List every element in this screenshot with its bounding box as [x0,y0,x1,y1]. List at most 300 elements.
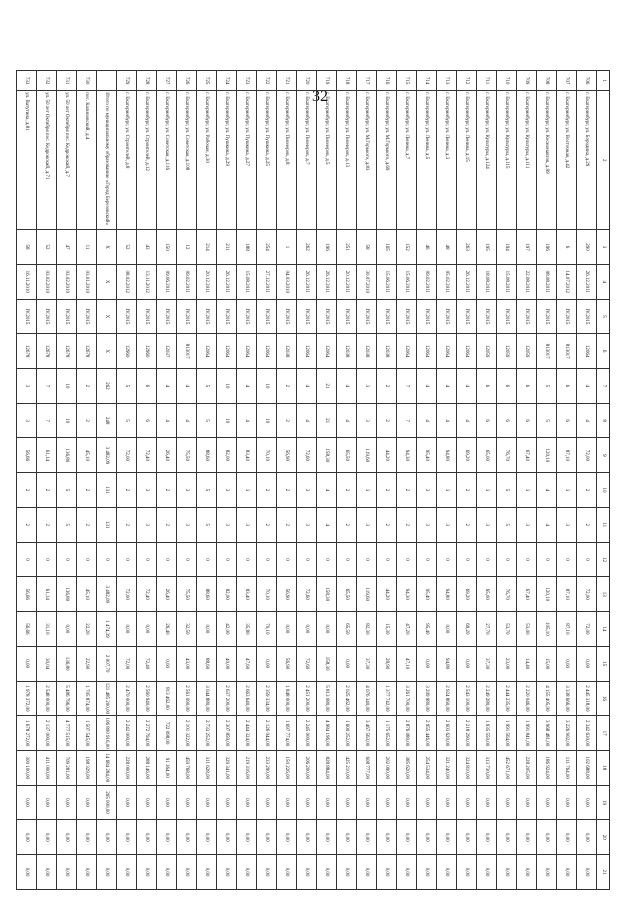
address-cell: г. Екатеринбург, ул. М.Горького, д.69 [377,91,397,230]
table-cell: 1 377 742,00 [377,681,397,716]
table-cell: 0,00 [237,785,257,820]
table-cell: 707 [557,71,577,91]
table-row [57,71,77,890]
address-cell: г. Екатеринбург, ул. Пушкина, д.29 [217,91,237,230]
table-cell: 4 777 515,00 [57,716,77,751]
table-cell: IV.2015 [417,299,437,334]
table-cell: 1 [277,230,297,265]
table-cell: IV.2015 [237,299,257,334]
table-cell: 94,80 [437,438,457,473]
table-cell: 2 [277,473,297,508]
table-cell: 0,00 [157,820,177,855]
table-cell: 2 663 640,00 [237,681,257,716]
table-cell: 4 [577,369,597,404]
table-cell: 56,90 [277,646,297,681]
table-cell: 710 [497,71,517,91]
address-cell: г. Екатеринбург, ул. Пушкина, д.27 [237,91,257,230]
table-cell: 0,00 [297,785,317,820]
table-cell: 2 470 000,00 [117,681,137,716]
table-cell: 2 548 000,00 [37,681,57,716]
column-number-cell: 17 [597,716,610,751]
table-cell: 2 [257,473,277,508]
table-cell: 4 155 405,00 [537,681,557,716]
table-cell: 0,00 [417,820,437,855]
table-cell: 0,00 [437,785,457,820]
table-cell: 5 [537,369,557,404]
table-cell: 2 561 090,00 [177,681,197,716]
table-cell: 72,60 [297,438,317,473]
address-cell: г. Екатеринбург, ул. Культуры, д.124 [477,91,497,230]
table-row [297,71,317,890]
table-cell: 2 [277,507,297,542]
table-cell: 0,00 [557,820,577,855]
table-cell: 2 [117,473,137,508]
table-row [17,71,37,890]
table-cell: 0,00 [77,855,97,890]
table-cell: 0,00 [337,855,357,890]
table-cell: 09.02.2011 [177,264,197,299]
table-cell: 608 777,00 [357,750,377,785]
table-cell: 0 [317,542,337,577]
table-cell: 65,50 [337,612,357,647]
table-cell: 194 [497,230,517,265]
table-cell: 717 [357,71,377,91]
table-cell: 0 [77,542,97,577]
table-cell: 2 [77,369,97,404]
table-cell: 452 671,00 [497,750,517,785]
table-cell: 0,00 [417,855,437,890]
table-cell: 158,30 [317,646,337,681]
table-cell: 828 884,00 [317,750,337,785]
table-cell: 31,10 [37,612,57,647]
table-cell: 95,40 [417,438,437,473]
table-row [117,71,137,890]
table-cell: 61,14 [37,438,57,473]
table-cell: 3 [137,507,157,542]
table-cell: 12064 [437,334,457,369]
table-cell: 12064 [397,334,417,369]
table-cell: 3 [477,507,497,542]
table-cell: 12678 [37,334,57,369]
table-body [17,71,597,890]
table-cell: 82,00 [217,577,237,612]
table-cell: 76,70 [497,577,517,612]
table-cell: 12064 [457,334,477,369]
table-cell: 2 [117,507,137,542]
table-cell: 721 [277,71,297,91]
table-cell: IV.2015 [437,299,457,334]
address-cell: г. Екатеринбург, ул. Восточная, д.42 [557,91,577,230]
table-cell: 0,00 [297,855,317,890]
table-cell: 2 [157,507,177,542]
table-cell: 214 [197,230,217,265]
table-cell: 2 560 940,00 [137,681,157,716]
table-cell: 813017 [177,334,197,369]
table-cell: 12064 [217,334,237,369]
address-cell: г. Екатеринбург, ул. Ленина, д.7 [397,91,417,230]
table-cell: 09.02.2011 [417,264,437,299]
table-cell: 88,60 [197,577,217,612]
table-cell: 0 [437,542,457,577]
table-cell: IV.2015 [57,299,77,334]
table-cell: 03.02.2010 [57,264,77,299]
table-cell: 2 [377,403,397,438]
table-cell: 12064 [417,334,437,369]
table-cell: 0,00 [557,646,577,681]
table-cell: 3 [557,507,577,542]
table-cell: 0 [157,542,177,577]
table-cell: 2 137 000,00 [37,716,57,751]
table-cell: 4 [537,507,557,542]
table-cell: 12038 [357,334,377,369]
table-cell: 0,00 [177,820,197,855]
table-cell: 32,50 [177,612,197,647]
table-cell: 12 [177,230,197,265]
table-cell: 6 [497,369,517,404]
table-cell: 0,00 [397,785,417,820]
table-cell: 2 220 046,00 [517,681,537,716]
table-cell: 2 [77,507,97,542]
table-cell: 313 730,00 [477,750,497,785]
table-cell: 3 338 666,00 [557,681,577,716]
table-cell: 72,00 [577,577,597,612]
table-cell: 2 [157,473,177,508]
table-cell: 0,00 [537,855,557,890]
table-cell: 10 [217,403,237,438]
table-cell: 3 209 980,00 [417,681,437,716]
table-cell: 0,00 [577,820,597,855]
table-cell: 09.06.2011 [157,264,177,299]
table-cell: 228 205,00 [517,750,537,785]
table-cell: 0,00 [217,855,237,890]
table-cell: 5 486 796,00 [57,681,77,716]
table-cell: 300 100,00 [17,750,37,785]
table-row [77,71,97,890]
table-cell: 0,00 [297,612,317,647]
table-cell: 56,66 [17,438,37,473]
table-cell: 731 [57,71,77,91]
table-cell: IV.2015 [217,299,237,334]
address-cell: г. Екатеринбург, ул. Ленина, д.15 [457,91,477,230]
table-cell: 0,00 [297,820,317,855]
table-cell: 3 [17,369,37,404]
table-cell: 411 000,00 [37,750,57,785]
table-cell: IV.2015 [37,299,57,334]
address-cell: Итого по муниципальному образованию «Город Березовский» [97,91,117,230]
table-cell: 0 [537,542,557,577]
table-cell: 105,10 [537,612,557,647]
table-cell: 3 [417,473,437,508]
column-number-cell: 6 [597,334,610,369]
table-cell: 813 462,00 [157,681,177,716]
table-cell: 3 [357,403,377,438]
table-cell: 30.07.2010 [357,264,377,299]
table-row [557,71,577,890]
table-cell: 0 [257,542,277,577]
table-cell: 18.08.2011 [477,264,497,299]
table-cell: IV.2015 [517,299,537,334]
table-cell: X [97,264,117,299]
table-cell: 263 [457,230,477,265]
table-cell: 15,00 [537,646,557,681]
table-cell: 94,30 [397,577,417,612]
column-number-row [597,71,610,890]
table-cell: 0,00 [237,820,257,855]
table-cell: 3 [357,369,377,404]
table-cell: 2 [377,473,397,508]
table-cell: 7 [397,403,417,438]
table-cell: 219 316,00 [237,750,257,785]
table-cell: 0,00 [457,855,477,890]
table-cell: 0,00 [557,785,577,820]
table-cell: 12678 [17,334,37,369]
table-cell: 21 [317,369,337,404]
table-cell: 2 [577,473,597,508]
table-cell: 732 [37,71,57,91]
column-number-cell: 15 [597,646,610,681]
table-cell: 0,00 [177,785,197,820]
table-cell: 2 [77,403,97,438]
table-cell: 726 [177,71,197,91]
table-cell: 3 [357,507,377,542]
table-cell: 186 924,00 [537,750,557,785]
table-cell: 4 [437,403,457,438]
table-cell: 12960 [117,334,137,369]
table-cell: 165 [377,230,397,265]
address-cell: г. Екатеринбург, ул. Пушкина, д.25 [257,91,277,230]
table-cell: IV.2015 [77,299,97,334]
table-cell: 0,00 [317,612,337,647]
table-cell: 95,40 [417,577,437,612]
table-cell: 1 991 564,00 [497,716,517,751]
table-cell: 5 [497,473,517,508]
table-cell: 202 090,00 [377,750,397,785]
table-cell: X [97,299,117,334]
column-number-cell: 20 [597,820,610,855]
table-cell: 0,00 [257,785,277,820]
table-row [457,71,477,890]
table-cell: 3 [297,473,317,508]
table-cell: 6 [557,403,577,438]
table-cell: 0,00 [357,785,377,820]
table-row [337,71,357,890]
table-cell: 0,00 [277,855,297,890]
table-cell: 3 [217,473,237,508]
table-cell: 6 [477,369,497,404]
table-cell: 2 543 100,00 [457,681,477,716]
table-cell: 5 [497,507,517,542]
table-cell: 0,00 [17,785,37,820]
table-cell: 69,20 [457,577,477,612]
table-cell: 158,30 [317,438,337,473]
table-row [477,71,497,890]
table-cell: 712 [457,71,477,91]
table-cell: 47,10 [397,646,417,681]
table-cell: 70,10 [257,577,277,612]
table-cell: 2 218 290,00 [457,716,477,751]
table-cell: 2 307 859,00 [217,716,237,751]
table-row [257,71,277,890]
table-cell: 0,00 [197,855,217,890]
table-cell: 04.03.2010 [277,264,297,299]
table-cell: 254 534,00 [417,750,437,785]
table-row [197,71,217,890]
table-cell: 0,00 [137,785,157,820]
column-number-cell: 13 [597,577,610,612]
table-cell: 228 000,00 [117,750,137,785]
table-cell: 16.11.2010 [17,264,37,299]
table-cell: 12064 [317,334,337,369]
table-cell: 6 [557,230,577,265]
table-cell: 67,40 [517,577,537,612]
table-cell: 2 245 000,00 [297,716,317,751]
table-cell: 72,40 [137,646,157,681]
table-cell: IV.2015 [497,299,517,334]
address-cell: пос. Калиновский, д.4 [77,91,97,230]
table-cell: 0,00 [577,785,597,820]
table-cell: IV.2015 [197,299,217,334]
table-cell: 0,00 [277,820,297,855]
table-cell: 0,00 [277,612,297,647]
table-cell: 0 [557,542,577,577]
table-cell: 1 175 652,00 [377,716,397,751]
table-cell: 4 [457,403,477,438]
table-cell: 2 [277,403,297,438]
table-cell: 58 [17,230,37,265]
table-cell: 0,00 [517,820,537,855]
table-cell: 0,00 [337,820,357,855]
column-number-cell: 1 [597,71,610,91]
table-cell: 196 [317,230,337,265]
column-number-cell: 7 [597,369,610,404]
table-cell: 0,00 [257,646,277,681]
table-cell: 10 [217,369,237,404]
table-cell: 12059 [497,334,517,369]
table-cell: 0,00 [377,820,397,855]
table-cell: 03.02.2010 [37,264,57,299]
table-cell: 26.12.2011 [217,264,237,299]
table-cell: IV.2015 [577,299,597,334]
address-cell: г. Екатеринбург, ул. Рабочая, д.30 [197,91,217,230]
table-cell: 0,00 [137,820,157,855]
table-cell: 3 [477,473,497,508]
table-cell: 4 [297,403,317,438]
table-cell: 0 [237,542,257,577]
table-row [97,71,117,890]
address-cell: г. Екатеринбург, ул. Пионеров, д.13 [337,91,357,230]
table-cell: 3 [557,473,577,508]
table-cell: 45,10 [77,577,97,612]
table-cell: IV.2015 [297,299,317,334]
table-cell: 4 [577,403,597,438]
table-cell: 119,60 [357,438,377,473]
table-cell: 26,40 [157,577,177,612]
table-cell: 43 [137,230,157,265]
table-cell: 4 [417,369,437,404]
table-cell: 72,00 [117,577,137,612]
table-cell: 197 [517,230,537,265]
table-cell: 37,30 [477,646,497,681]
table-cell: 0,00 [477,785,497,820]
table-cell: 3 [417,507,437,542]
table-cell: 3 [177,507,197,542]
table-cell: 2 007,70 [97,646,117,681]
table-cell: 15.08.2011 [497,264,517,299]
table-cell: 0,00 [17,855,37,890]
table-cell: IV.2015 [537,299,557,334]
table-cell: 4 [337,403,357,438]
table-row [217,71,237,890]
table-cell: 67,40 [517,438,537,473]
address-cell: г. Екатеринбург, ул. М.Горького, д.83 [357,91,377,230]
table-cell: 26.12.2011 [577,264,597,299]
table-cell: 5 [57,473,77,508]
table-cell: X [97,230,117,265]
table-cell: 1 978 372,00 [17,681,37,716]
table-cell: 14,40 [517,646,537,681]
table-cell: 136,80 [57,438,77,473]
table-cell: 2 [457,473,477,508]
table-cell: 13.11.2012 [137,264,157,299]
table-cell: 20.12.2011 [337,264,357,299]
table-cell: 15.06.2011 [397,264,417,299]
table-cell: 87,10 [557,438,577,473]
table-cell: 03.01.2010 [77,264,97,299]
table-cell: 56,90 [277,438,297,473]
table-row [417,71,437,890]
table-cell: 0,00 [257,855,277,890]
column-number-cell: 19 [597,785,610,820]
table-cell: 0,00 [57,785,77,820]
table-cell: 2 [457,507,477,542]
table-cell: 0,00 [317,820,337,855]
table-cell: 23,00 [497,646,517,681]
table-cell: 0,00 [137,855,157,890]
table-row [37,71,57,890]
table-cell: 3 [177,473,197,508]
table-cell: 0,00 [557,855,577,890]
table-cell: 3 482,09 [97,438,117,473]
table-cell: 0 [577,542,597,577]
table-cell: 0,00 [377,785,397,820]
table-cell: 0,00 [217,785,237,820]
table-cell: 727 [157,71,177,91]
table-cell: 83,40 [237,438,257,473]
table-cell: 3 482,09 [97,577,117,612]
table-cell: 0,00 [457,785,477,820]
table-cell: 0,00 [577,855,597,890]
table-cell: 2 444 324,00 [237,716,257,751]
table-cell: 288 146,00 [137,750,157,785]
table-cell: 6 [137,403,157,438]
table-cell: 3 [517,507,537,542]
column-number-cell: 9 [597,438,610,473]
table-cell: 3 [437,507,457,542]
table-cell: 5 [57,507,77,542]
table-cell: 0,00 [177,855,197,890]
table-cell: 2 126 044,00 [257,716,277,751]
table-cell: 88,60 [197,646,217,681]
table-cell: 52 [37,230,57,265]
table-cell: 119,60 [357,577,377,612]
table-cell: 136,80 [57,577,77,612]
table-cell: 69,20 [457,438,477,473]
table-cell: 5 813 080,00 [317,681,337,716]
table-cell: 0,00 [97,820,117,855]
table-cell: 4 [337,369,357,404]
table-cell: IV.2015 [117,299,137,334]
table-cell: 0,00 [477,855,497,890]
